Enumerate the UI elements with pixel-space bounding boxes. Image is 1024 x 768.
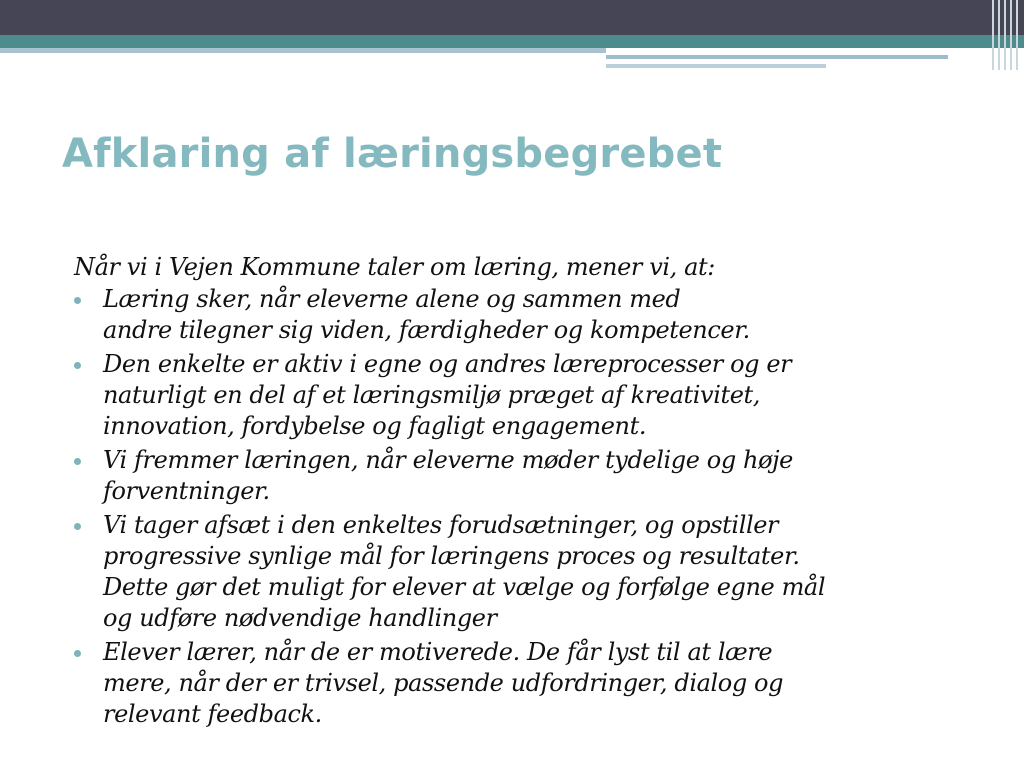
bullet-line: progressive synlige mål for læringens proces og resultater. bbox=[103, 542, 800, 570]
bullet-line: innovation, fordybelse og fagligt engagement. bbox=[103, 412, 647, 440]
list-item bbox=[74, 637, 974, 730]
bullet-line: naturligt en del af et læringsmiljø præget af kreativitet, bbox=[103, 381, 760, 409]
bullet-dot-icon bbox=[74, 297, 81, 304]
bullet-line: relevant feedback. bbox=[103, 700, 322, 728]
header-stripes bbox=[990, 0, 1024, 70]
bullet-line: Den enkelte er aktiv i egne og andres læreprocesser og er bbox=[103, 350, 792, 378]
bullet-line: Læring sker, når eleverne alene og sammen med bbox=[103, 285, 681, 313]
bullet-line: mere, når der er trivsel, passende udfordringer, dialog og bbox=[103, 669, 784, 697]
header-accent-line bbox=[606, 55, 948, 59]
header-band-dark bbox=[0, 0, 1024, 35]
bullet-line: andre tilegner sig viden, færdigheder og kompetencer. bbox=[103, 316, 750, 344]
bullet-dot-icon bbox=[74, 650, 81, 657]
slide-title: Afklaring af læringsbegrebet bbox=[62, 131, 723, 177]
bullet-line: Vi tager afsæt i den enkeltes forudsætninger, og opstiller bbox=[103, 511, 779, 539]
header-accent-line bbox=[606, 64, 826, 68]
list-item bbox=[74, 510, 974, 634]
bullet-line: Vi fremmer læringen, når eleverne møder tydelige og høje bbox=[103, 446, 793, 474]
bullet-dot-icon bbox=[74, 523, 81, 530]
header-band-light bbox=[0, 48, 606, 53]
bullet-list bbox=[74, 284, 974, 730]
list-item bbox=[74, 445, 974, 507]
bullet-dot-icon bbox=[74, 362, 81, 369]
bullet-line: Dette gør det muligt for elever at vælge og forfølge egne mål bbox=[103, 573, 826, 601]
header-band-teal bbox=[0, 35, 1024, 48]
bullet-line: forventninger. bbox=[103, 477, 270, 505]
intro-text: Når vi i Vejen Kommune taler om læring, mener vi, at: bbox=[74, 253, 715, 281]
list-item bbox=[74, 284, 974, 346]
slide-body bbox=[74, 252, 974, 733]
bullet-line: Elever lærer, når de er motiverede. De får lyst til at lære bbox=[103, 638, 773, 666]
bullet-line: og udføre nødvendige handlinger bbox=[103, 604, 497, 632]
bullet-dot-icon bbox=[74, 458, 81, 465]
list-item bbox=[74, 349, 974, 442]
